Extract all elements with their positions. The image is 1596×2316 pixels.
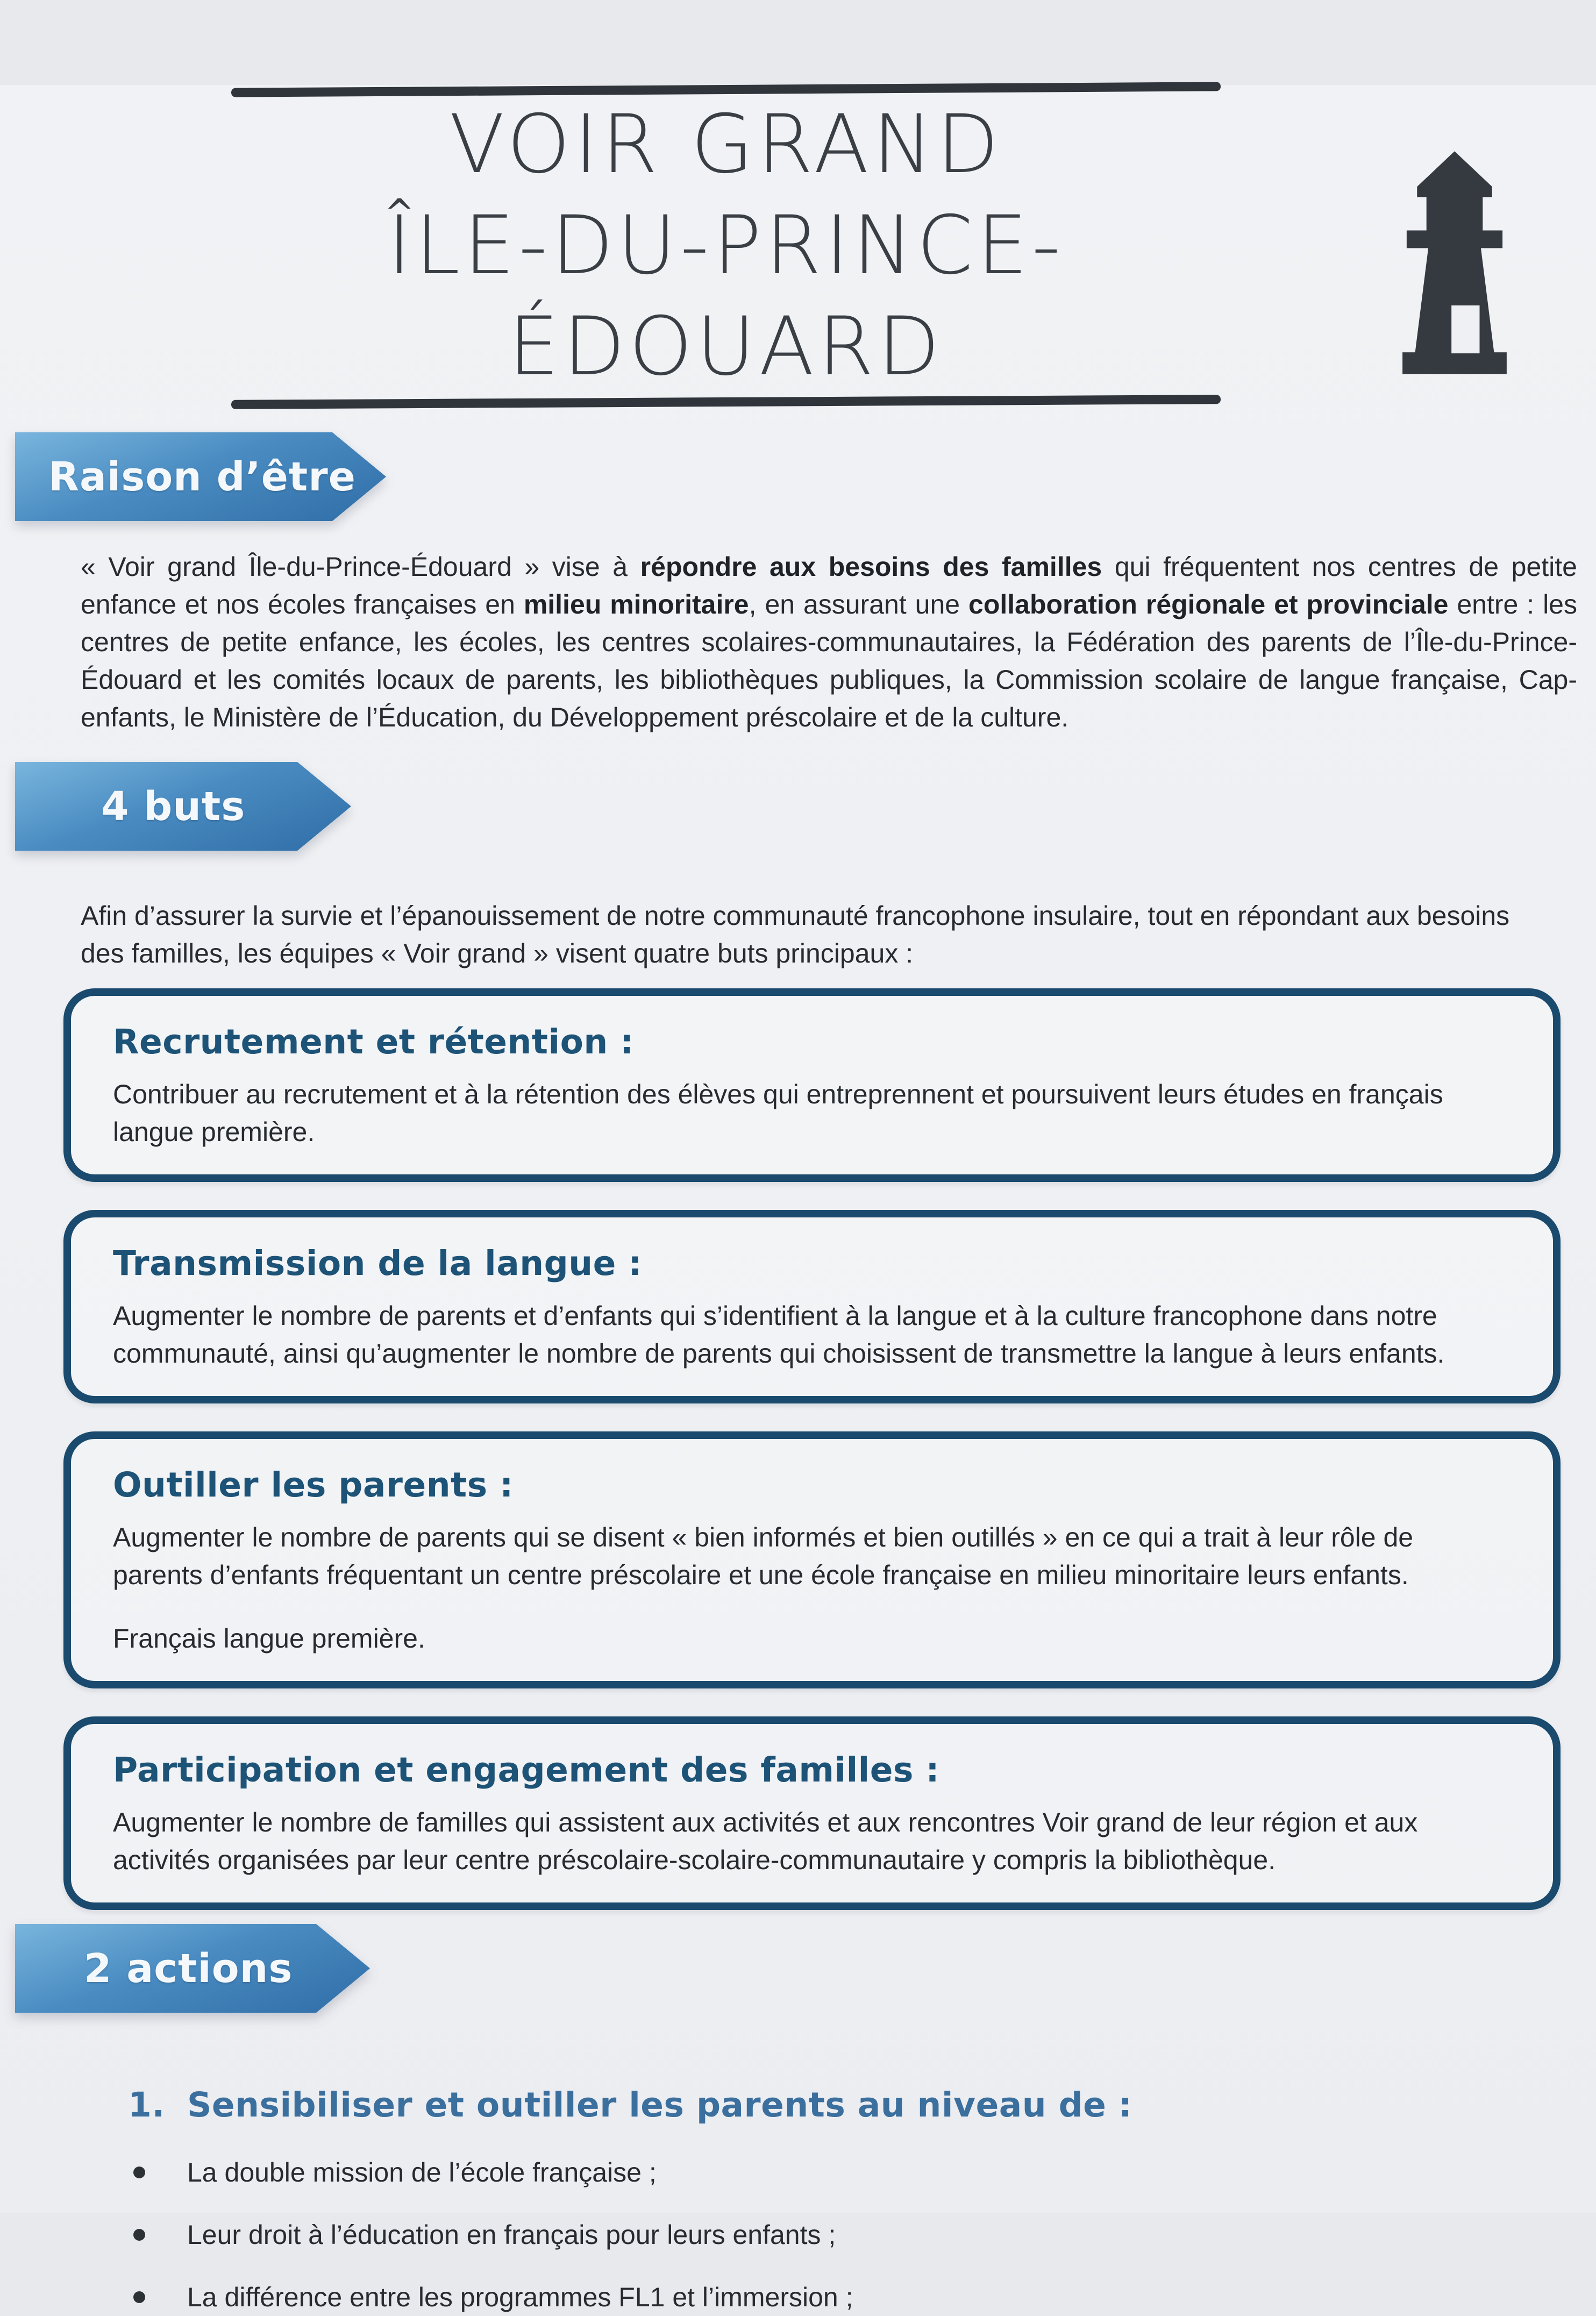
goal-box-transmission: [63, 1210, 1561, 1403]
goal-title: Transmission de la langue :: [113, 1244, 642, 1283]
goal-title: Participation et engagement des familles :: [113, 1750, 940, 1790]
actions-item-1: [128, 2082, 1531, 2129]
raison-detre-paragraph: [81, 548, 1577, 736]
raison-bold-2: milieu minoritaire: [523, 589, 749, 619]
goal-box-outiller: [63, 1431, 1561, 1688]
raison-bold-1: répondre aux besoins des familles: [640, 552, 1102, 582]
goal-box-participation: [63, 1716, 1561, 1910]
raison-text-3: , en assurant une: [749, 589, 969, 619]
quatre-buts-intro: Afin d’assurer la survie et l’épanouissement de notre communauté francophone insulaire, tout en répondant aux besoins des familles, les équipes « Voir grand » visent quatre buts principaux :: [81, 901, 1510, 968]
goal-body: Contribuer au recrutement et à la rétention des élèves qui entreprennent et poursuivent leurs études en français langue première.: [113, 1079, 1443, 1147]
actions-bullet-list: [133, 2154, 1531, 2316]
bullet-icon: [133, 2229, 145, 2241]
page-title-line2: ÎLE-DU-PRINCE-ÉDOUARD: [387, 199, 1065, 394]
raison-detre-banner: [15, 432, 386, 521]
goal-body: Augmenter le nombre de parents et d’enfants qui s’identifient à la langue et à la culture francophone dans notre communauté, ainsi qu’augmenter le nombre de parents qui choisissent de transmettre la langue à leurs enfants.: [113, 1301, 1445, 1369]
page-header: [231, 85, 1221, 407]
bullet-text: La double mission de l’école française ;: [187, 2157, 657, 2187]
actions-item-title: Sensibiliser et outiller les parents au niveau de :: [187, 2085, 1132, 2125]
actions-item-number: 1.: [128, 2085, 165, 2125]
bullet-text: Leur droit à l’éducation en français pour leurs enfants ;: [187, 2220, 836, 2250]
goal-title: Outiller les parents :: [113, 1465, 514, 1505]
raison-text-2: qui fréquentent nos centres de petite enfance et nos écoles françaises en: [81, 552, 1577, 619]
bullet-icon: [133, 2167, 145, 2178]
raison-detre-banner-label: Raison d’être: [48, 453, 356, 500]
goal-body-secondary: Français langue première.: [113, 1623, 425, 1654]
bullet-item: [133, 2216, 1531, 2254]
goal-body: Augmenter le nombre de parents qui se disent « bien informés et bien outillés » en ce qui a trait à leur rôle de parents d’enfants fréquentant un centre préscolaire et une école française en milieu minoritaire leurs enfants.: [113, 1522, 1414, 1590]
bullet-item: [133, 2154, 1531, 2191]
raison-text-1: « Voir grand Île-du-Prince-Édouard » vise à: [81, 552, 640, 582]
raison-text-4: entre : les centres de petite enfance, les écoles, les centres scolaires-communautaires, la Fédération des parents de l’Île-du-Prince-Édouard et les comités locaux de parents, les bibliothèques publiques, la Commission scolaire de langue française, Cap-enfants, le Ministère de l’Éducation, du Développement préscolaire et de la culture.: [81, 589, 1577, 732]
bullet-item: [133, 2278, 1531, 2316]
raison-bold-3: collaboration régionale et provinciale: [968, 589, 1449, 619]
quatre-buts-banner: [15, 762, 351, 851]
quatre-buts-banner-label: 4 buts: [101, 783, 246, 830]
goal-body: Augmenter le nombre de familles qui assistent aux activités et aux rencontres Voir grand de leur région et aux activités organisées par leur centre préscolaire-scolaire-communautaire y compris la bibliothèque.: [113, 1807, 1418, 1875]
bullet-text: La différence entre les programmes FL1 et l’immersion ;: [187, 2282, 853, 2312]
deux-actions-banner: [15, 1924, 370, 2013]
deux-actions-banner-label: 2 actions: [84, 1945, 293, 1992]
goal-title: Recrutement et rétention :: [113, 1022, 634, 1061]
document-page: [0, 85, 1596, 2312]
bullet-icon: [133, 2291, 145, 2303]
goal-box-recrutement: [63, 988, 1561, 1182]
page-title-line1: VOIR GRAND: [449, 98, 1003, 191]
lighthouse-icon: [1390, 139, 1519, 389]
